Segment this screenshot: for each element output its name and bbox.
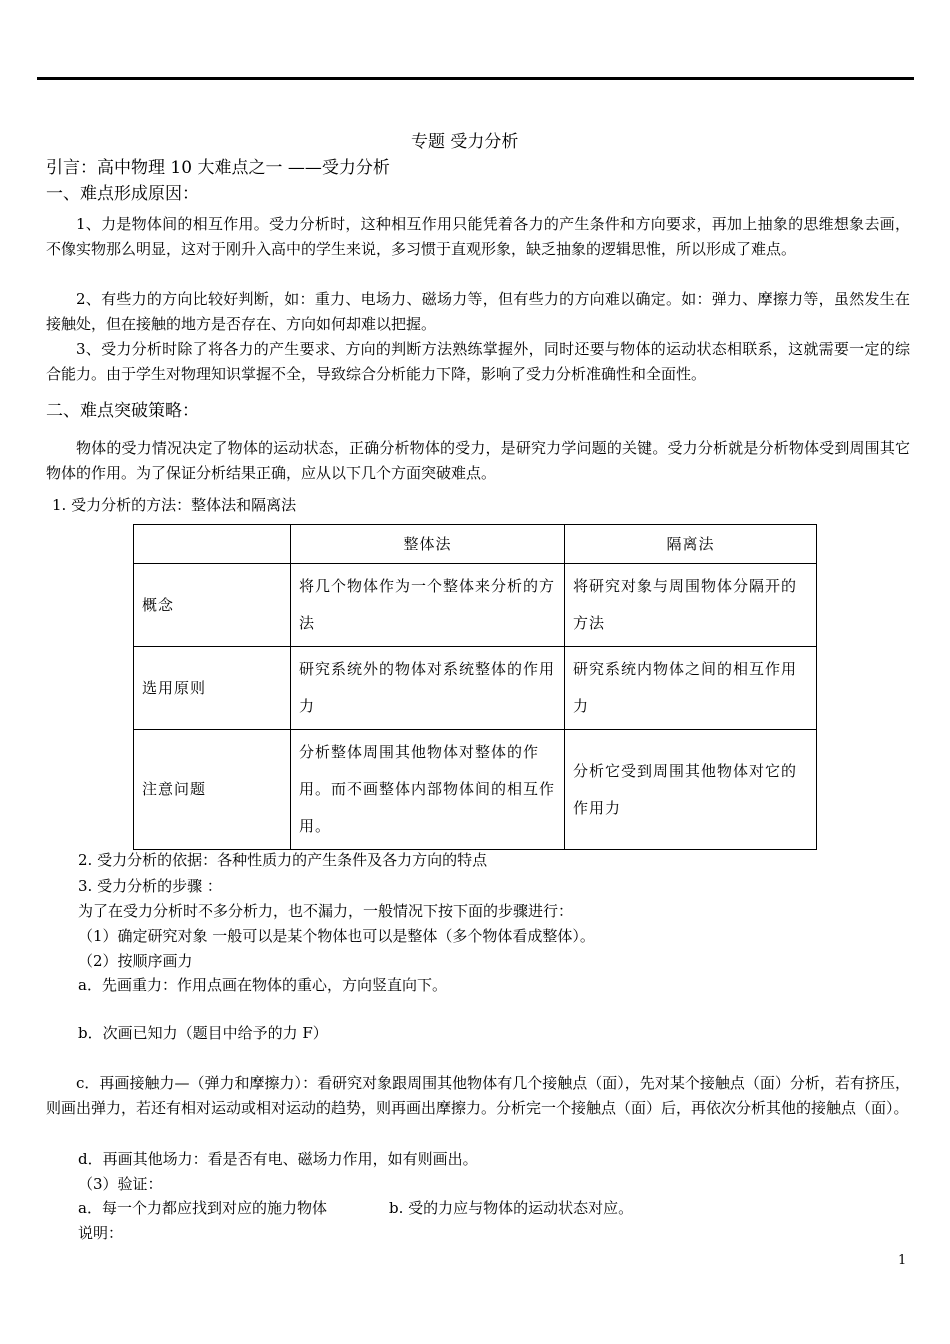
step-3: （3）验证： <box>78 1175 163 1193</box>
table-cell: 分析整体周围其他物体对整体的作用。而不画整体内部物体间的相互作用。 <box>291 730 565 850</box>
table-row-label: 注意问题 <box>134 730 291 850</box>
table-header-row <box>134 525 817 564</box>
table-cell: 将研究对象与周围物体分隔开的方法 <box>565 564 817 647</box>
table-row <box>134 647 817 730</box>
step-2c: c．再画接触力—（弹力和摩擦力）：看研究对象跟周围其他物体有几个接触点（面），先对某个接触点（面）分析，若有挤压，则画出弹力，若还有相对运动或相对运动的趋势，则再画出摩擦力。分析完一个接触点（面）后，再依次分析其他的接触点（面）。 <box>46 1074 910 1117</box>
table-cell: 将几个物体作为一个整体来分析的方法 <box>291 564 565 647</box>
step-2d: d．再画其他场力：看是否有电、磁场力作用，如有则画出。 <box>78 1150 478 1168</box>
section1-heading: 一、难点形成原因： <box>46 184 199 204</box>
intro-line: 引言：高中物理 10 大难点之一 ——受力分析 <box>46 158 390 178</box>
section2-paragraph-1: 物体的受力情况决定了物体的运动状态，正确分析物体的受力，是研究力学问题的关键。受力分析就是分析物体受到周围其它物体的作用。为了保证分析结果正确，应从以下几个方面突破难点。 <box>46 439 910 482</box>
step-2: （2）按顺序画力 <box>78 952 193 970</box>
table-cell: 分析它受到周围其他物体对它的作用力 <box>565 730 817 850</box>
method-item-3: 3. 受力分析的步骤 ： <box>78 877 222 895</box>
verify-b: b. 受的力应与物体的运动状态对应。 <box>389 1199 634 1217</box>
step-2a: a．先画重力：作用点画在物体的重心，方向竖直向下。 <box>78 976 447 994</box>
note-label: 说明： <box>78 1224 124 1242</box>
section1-paragraph-3: 3、受力分析时除了将各力的产生要求、方向的判断方法熟练掌握外，同时还要与物体的运动状态相联系，这就需要一定的综合能力。由于学生对物理知识掌握不全，导致综合分析能力下降，影响了受力分析准确性和全面性。 <box>46 340 910 383</box>
table-header-cell: 整体法 <box>291 525 565 564</box>
table-row-label: 选用原则 <box>134 647 291 730</box>
header-rule <box>37 77 914 80</box>
step-1: （1）确定研究对象 一般可以是某个物体也可以是整体（多个物体看成整体）。 <box>78 927 595 945</box>
method-item-1: 1. 受力分析的方法：整体法和隔离法 <box>52 496 297 514</box>
method-comparison-table <box>133 524 817 850</box>
table-cell: 研究系统内物体之间的相互作用力 <box>565 647 817 730</box>
step-2b: b．次画已知力（题目中给予的力 F） <box>78 1024 328 1042</box>
section1-paragraph-1: 1、力是物体间的相互作用。受力分析时，这种相互作用只能凭着各力的产生条件和方向要求，再加上抽象的思维想象去画，不像实物那么明显，这对于刚升入高中的学生来说，多习惯于直观形象，缺乏抽象的逻辑思惟，所以形成了难点。 <box>46 215 910 258</box>
table-header-cell: 隔离法 <box>565 525 817 564</box>
table-row <box>134 564 817 647</box>
verify-a: a．每一个力都应找到对应的施力物体 <box>78 1199 327 1217</box>
page-title: 专题 受力分析 <box>411 132 519 152</box>
section1-paragraph-2: 2、有些力的方向比较好判断，如：重力、电场力、磁场力等，但有些力的方向难以确定。如：弹力、摩擦力等，虽然发生在接触处，但在接触的地方是否存在、方向如何却难以把握。 <box>46 290 910 333</box>
method-item-2: 2. 受力分析的依据：各种性质力的产生条件及各力方向的特点 <box>78 851 488 869</box>
page-number: 1 <box>898 1253 907 1268</box>
section2-heading: 二、难点突破策略： <box>46 401 199 421</box>
table-row-label: 概念 <box>134 564 291 647</box>
table-cell: 研究系统外的物体对系统整体的作用力 <box>291 647 565 730</box>
table-header-cell <box>134 525 291 564</box>
table-row <box>134 730 817 850</box>
steps-lead: 为了在受力分析时不多分析力，也不漏力，一般情况下按下面的步骤进行： <box>78 902 574 920</box>
